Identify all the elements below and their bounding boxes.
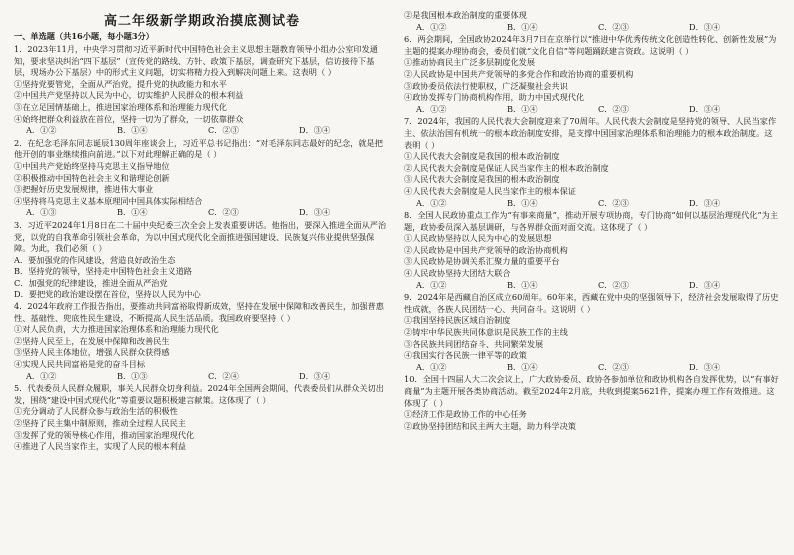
choice-a: A．①② <box>26 370 57 381</box>
choice-d: D．③④ <box>299 125 331 136</box>
option: A．要加强党的作风建设，营造良好政治生态 <box>14 254 176 265</box>
choice-d: D．③④ <box>299 370 331 381</box>
question-10 <box>404 374 780 432</box>
choice-b: B．①④ <box>507 21 538 32</box>
option: ②坚持人民至上，在发展中保障和改善民生 <box>14 335 170 346</box>
answer-choices <box>404 22 780 34</box>
choice-d: D．③④ <box>689 279 721 290</box>
question-stem: 4．2024年政府工作报告指出，要推动共同富裕取得新成效，坚持在发展中保障和改善民生，加强普惠性、基础性、兜底性民生建设，不断提高人民生活品质。我国政府要坚持（ ） <box>14 301 384 323</box>
choice-b: B．①④ <box>507 103 538 114</box>
option: ①人民政协坚持以人民为中心的发展思想 <box>404 233 552 244</box>
answer-choices <box>14 125 390 137</box>
option: ④人民代表大会制度是人民当家作主的根本保证 <box>404 185 576 196</box>
option: ②坚持了民主集中制原则，推动全过程人民民主 <box>14 418 186 428</box>
option: ②人民政协是中国共产党领导的政治协商机构 <box>404 244 568 255</box>
choice-a: A．①② <box>416 21 447 32</box>
option: ②人民代表大会制度是保证人民当家作主的根本政治制度 <box>404 162 609 173</box>
question-7 <box>404 116 780 209</box>
option: ③坚持人民主体地位，增强人民群众获得感 <box>14 347 170 358</box>
option: ③各民族共同团结奋斗、共同繁荣发展 <box>404 338 544 349</box>
choice-a: A．①③ <box>26 207 57 218</box>
option: ①中国共产党始终坚持马克思主义指导地位 <box>14 160 170 171</box>
choice-b: B．①③ <box>117 370 148 381</box>
choice-c: C．②③ <box>598 103 629 114</box>
choice-c: C．②③ <box>208 125 239 136</box>
choice-a: A．①② <box>26 125 57 136</box>
right-column <box>404 10 780 555</box>
option: ②是我国根本政治制度的重要体现 <box>404 10 527 20</box>
choice-a: A．①② <box>416 103 447 114</box>
choice-a: A．①② <box>416 361 447 372</box>
question-stem: 8．全国人民政协重点工作为“有事来商量”，推动开展专项协商，专门协商“如何以基层治理现代化”为主题，政协委员深入基层调研，与各界群众面对面交流。这体现了（ ） <box>404 210 779 232</box>
option: ①我国坚持民族区域自治制度 <box>404 315 511 326</box>
question-stem: 7．2024年，我国的人民代表大会制度迎来了70周年。人民代表大会制度是坚持党的领导、人民当家作主、依法治国有机统一的根本政治制度安排，是支撑中国国家治理体系和治理能力的根本政治制度。这表明（ ） <box>404 116 777 150</box>
option: ①人民代表大会制度是我国的根本政治制度 <box>404 151 560 162</box>
option: D．要把党的政治建设摆在首位，坚持以人民为中心 <box>14 289 201 300</box>
option: ②中国共产党坚持以人民为中心，切实维护人民群众的根本利益 <box>14 90 244 101</box>
option: ④始终把群众利益放在首位，坚持一切为了群众，一切依靠群众 <box>14 113 244 124</box>
option: ②积极推动中国特色社会主义和谐理论创新 <box>14 172 170 183</box>
question-3 <box>14 220 390 301</box>
question-4 <box>14 301 390 382</box>
choice-d: D．③④ <box>689 21 721 32</box>
question-stem: 10．全国十四届人大二次会议上，广大政协委员、政协各参加单位和政协机构各自发挥优势，以“有事好商量”为主题开展各类协商活动。截至2024年2月底，共收到提案5621件，提案办理工作有效推进。这体现了（ ） <box>404 374 779 408</box>
option: ④实现人民共同富裕是党的奋斗目标 <box>14 359 146 370</box>
choice-b: B．①④ <box>507 361 538 372</box>
choice-c: C．②③ <box>208 207 239 218</box>
option: ④推进了人民当家作主，实现了人民的根本利益 <box>14 441 186 452</box>
option: ①对人民负责，大力推进国家治理体系和治理能力现代化 <box>14 324 219 335</box>
question-8 <box>404 210 780 291</box>
answer-choices <box>404 362 780 374</box>
option: ④坚持将马克思主义基本原理同中国具体实际相结合 <box>14 195 203 206</box>
question-2 <box>14 138 390 219</box>
question-stem: 1．2023年11月，中央学习贯彻习近平新时代中国特色社会主义思想主题教育领导小组办公室印发通知，要求坚决纠治“四下基层”（宣传党的路线、方针、政策下基层，调查研究下基层，信访接待下基层，现场办公下基层）中的形式主义问题，切实将精力投入到解决问题上来。这表明（ ） <box>14 44 378 78</box>
option: ③在立足国情基础上，推进国家治理体系和治理能力现代化 <box>14 101 227 112</box>
option: ③人民政协是协调关系汇聚力量的重要平台 <box>404 256 560 267</box>
option: ③人民代表大会制度是我国的根本政治制度 <box>404 174 560 185</box>
choice-b: B．①④ <box>117 207 148 218</box>
answer-choices <box>404 198 780 210</box>
option: ②铸牢中华民族共同体意识是民族工作的主线 <box>404 327 568 338</box>
choice-d: D．③④ <box>689 197 721 208</box>
option: ④政协发挥专门协商机构作用，助力中国式现代化 <box>404 92 585 103</box>
choice-b: B．①④ <box>507 279 538 290</box>
choice-d: D．③④ <box>299 207 331 218</box>
answer-choices <box>404 280 780 292</box>
question-stem: 2．在纪念毛泽东同志诞辰130周年座谈会上，习近平总书记指出：“对毛泽东同志最好的纪念，就是把他开创的事业继续推向前进。”以下对此理解正确的是（ ） <box>14 137 383 160</box>
option: ①充分调动了人民群众参与政治生活的积极性 <box>14 406 178 417</box>
choice-d: D．③④ <box>689 103 721 114</box>
left-column <box>14 10 390 555</box>
choice-c: C．②③ <box>598 279 629 290</box>
choice-b: B．①④ <box>117 125 148 136</box>
choice-a: A．①② <box>416 197 447 208</box>
option: ②人民政协是中国共产党领导的多党合作和政治协商的重要机构 <box>404 68 634 79</box>
answer-choices <box>404 104 780 116</box>
option: ④人民政协坚持大团结大联合 <box>404 268 511 279</box>
question-stem: 5．代表委员人民群众履职，事关人民群众切身利益。2024年全国两会期间，代表委员们从群众关切出发，围绕“建设中国式现代化”等重要议题积极建言献策。这体现了（ ） <box>14 383 384 405</box>
option: ①经济工作是政协工作的中心任务 <box>404 409 527 420</box>
option: ①推动协商民主广泛多层制度化发展 <box>404 57 536 68</box>
section-heading: 一、单选题（共16小题，每小题3分） <box>14 31 154 41</box>
choice-a: A．①② <box>416 279 447 290</box>
option: ③发挥了党的领导核心作用，推动国家治理现代化 <box>14 429 195 440</box>
question-9 <box>404 292 780 373</box>
choice-c: C．②③ <box>598 197 629 208</box>
exam-title: 高二年级新学期政治摸底测试卷 <box>103 14 300 29</box>
question-stem: 9．2024年是西藏自治区成立60周年。60年来，西藏在党中央的坚强领导下，经济社会发展取得了历史性成就，各族人民团结一心、共同奋斗。这说明（ ） <box>404 292 779 314</box>
choice-c: C．②④ <box>208 370 239 381</box>
option: ④我国实行各民族一律平等的政策 <box>404 350 527 361</box>
question-stem: 3．习近平2024年1月8日在二十届中央纪委三次全会上发表重要讲话。他指出，要深入推进全面从严治党，以党的自我革命引领社会革命，为以中国式现代化全面推进强国建设、民族复兴伟业提供坚强保障。为此，我们必须（ ） <box>14 219 387 254</box>
answer-choices <box>14 207 390 219</box>
choice-d: D．③④ <box>689 361 721 372</box>
question-stem: 6．两会期间，全国政协2024年3月7日在京举行以“推进中华优秀传统文化创造性转化、创新性发展”为主题的提案办理协商会，委员们就“文化自信”等问题踊跃建言资政。这说明（ ） <box>404 34 777 56</box>
option: B．坚持党的领导，坚持走中国特色社会主义道路 <box>14 266 192 277</box>
choice-b: B．①④ <box>507 197 538 208</box>
option: C．加强党的纪律建设，推进全面从严治党 <box>14 277 168 288</box>
choice-c: C．②③ <box>598 21 629 32</box>
question-6 <box>404 34 780 115</box>
option: ③政协委员依法行使职权，广泛凝聚社会共识 <box>404 80 568 91</box>
choice-c: C．②③ <box>598 361 629 372</box>
option: ②政协坚持团结和民主两大主题，助力科学决策 <box>404 420 576 431</box>
question-5 <box>14 383 390 453</box>
question-1 <box>14 44 390 137</box>
answer-choices <box>14 371 390 383</box>
option: ①坚持党要管党，全面从严治党，提升党的执政能力和水平 <box>14 78 227 89</box>
option: ③把握好历史发展规律，推进伟大事业 <box>14 184 154 195</box>
